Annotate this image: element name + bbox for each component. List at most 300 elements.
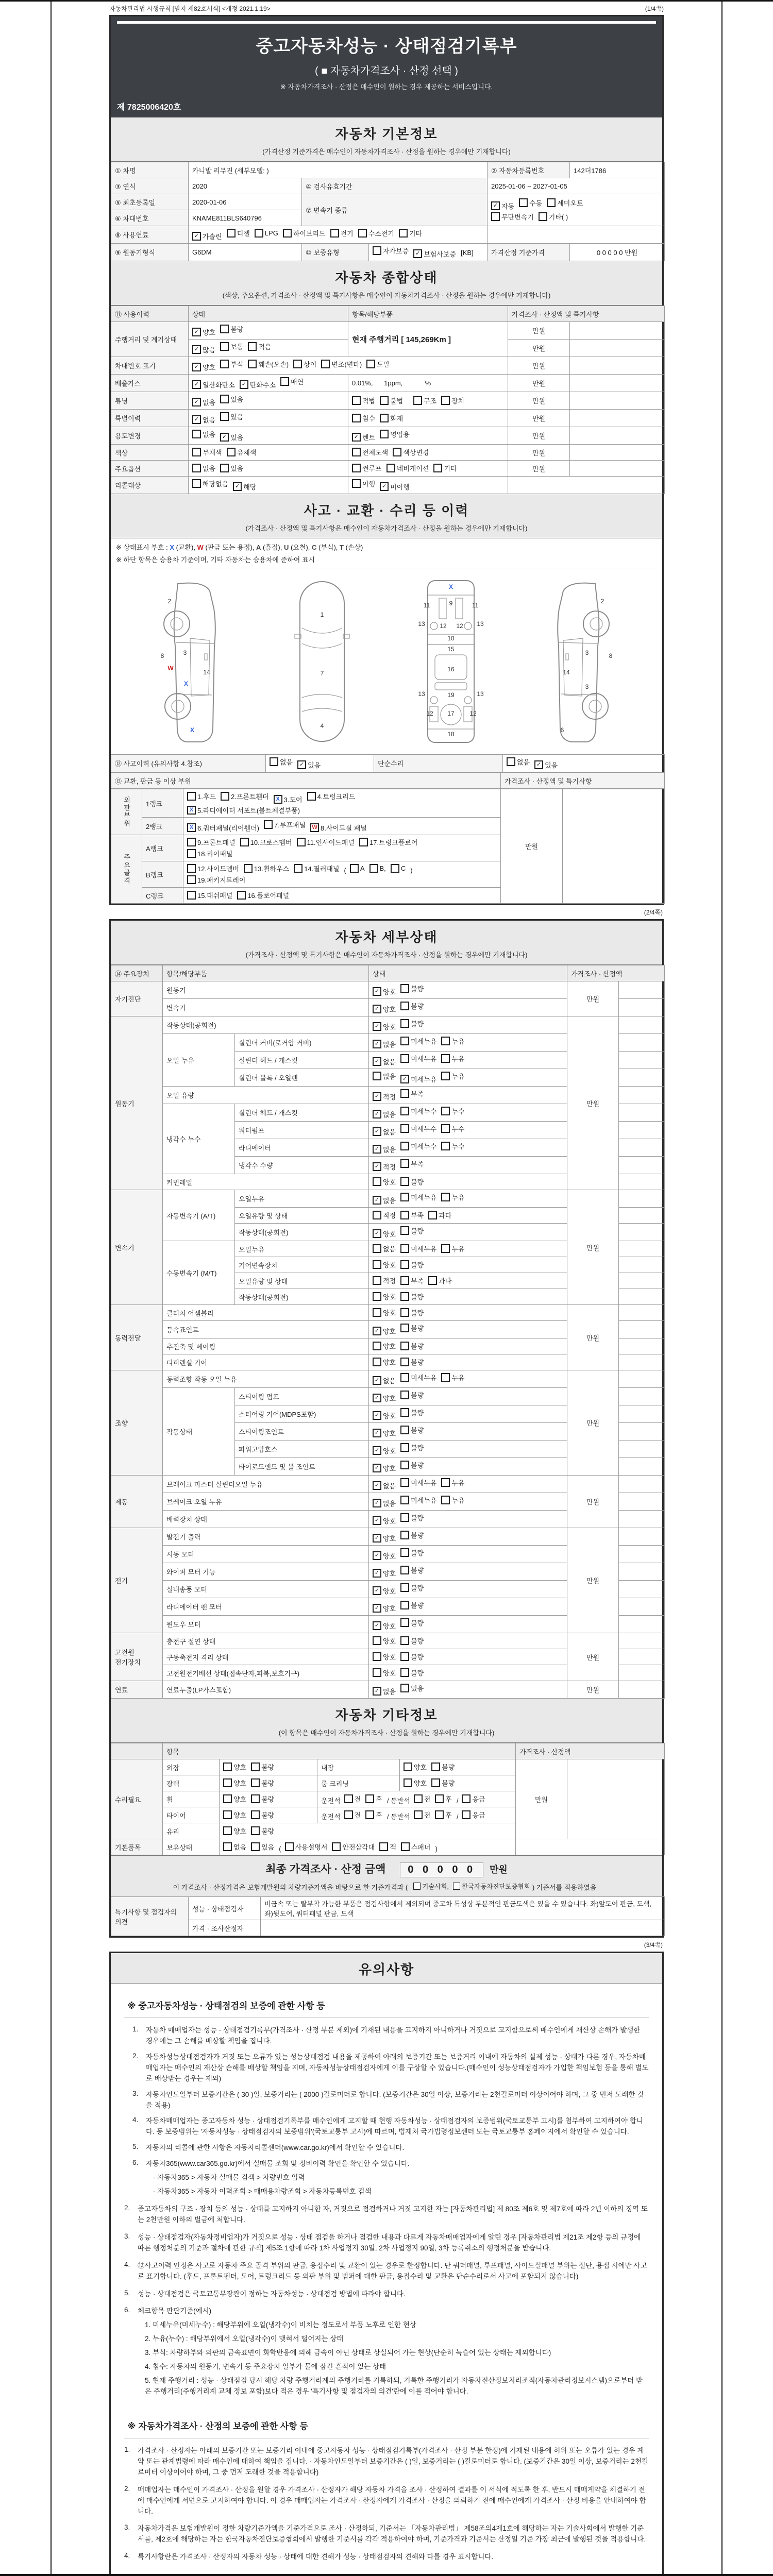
checkbox-양호[interactable] [192, 327, 215, 337]
checkbox-누유[interactable] [441, 1495, 464, 1505]
checkbox-7.루프패널[interactable] [264, 820, 306, 829]
checkbox-장치[interactable] [441, 396, 464, 405]
checkbox-불량[interactable] [400, 1565, 424, 1575]
checkbox-불량[interactable] [400, 1668, 424, 1677]
empty-box-icon[interactable] [400, 1260, 409, 1269]
empty-box-icon[interactable] [192, 448, 201, 456]
empty-box-icon[interactable] [369, 864, 378, 873]
empty-box-icon[interactable] [297, 838, 306, 846]
checkbox-양호[interactable] [373, 1326, 396, 1336]
checkbox-불량[interactable] [400, 1652, 424, 1662]
checkbox-15.대쉬패널[interactable] [187, 890, 232, 900]
empty-box-icon[interactable] [187, 792, 196, 801]
empty-box-icon[interactable] [192, 464, 201, 472]
empty-box-icon[interactable] [221, 792, 229, 801]
checkbox-불량[interactable] [431, 1778, 455, 1788]
checkbox-구조[interactable] [413, 396, 436, 405]
checkbox-양호[interactable] [373, 987, 396, 996]
checkbox-미세누유[interactable] [400, 1495, 436, 1505]
checked-box-icon[interactable]: ✓ [373, 1411, 381, 1420]
checkbox-양호[interactable] [373, 1586, 396, 1596]
checkbox-전[interactable] [344, 1794, 361, 1804]
checkbox-전[interactable] [414, 1810, 431, 1820]
empty-box-icon[interactable] [433, 464, 442, 472]
checkbox-양호[interactable] [373, 1411, 396, 1420]
checked-box-icon[interactable]: ✓ [373, 1092, 381, 1101]
checkbox-영업용[interactable] [380, 429, 410, 439]
empty-box-icon[interactable] [380, 430, 389, 438]
empty-box-icon[interactable] [399, 229, 408, 238]
checkbox-불량[interactable] [400, 1019, 424, 1028]
checkbox-4.트렁크리드[interactable] [307, 791, 356, 801]
checkbox-양호[interactable] [373, 1446, 396, 1455]
empty-box-icon[interactable] [391, 864, 399, 873]
checkbox-없음[interactable] [192, 429, 215, 439]
checkbox-무단변속기[interactable] [491, 212, 534, 222]
empty-box-icon[interactable] [507, 757, 515, 766]
checkbox-미세누유[interactable] [400, 1478, 436, 1487]
empty-box-icon[interactable] [373, 1636, 381, 1645]
checkbox-불량[interactable] [251, 1794, 274, 1804]
empty-box-icon[interactable] [220, 360, 229, 368]
empty-box-icon[interactable] [413, 396, 422, 405]
empty-box-icon[interactable] [187, 891, 196, 900]
empty-box-icon[interactable] [251, 1762, 260, 1771]
empty-box-icon[interactable] [251, 1794, 260, 1803]
checked-box-icon[interactable]: ✓ [373, 1229, 381, 1238]
checkbox-양호[interactable] [373, 1516, 396, 1526]
checkbox-있음[interactable] [534, 760, 558, 770]
checkbox-9.프론트패널[interactable] [187, 837, 236, 847]
checkbox-누수[interactable] [441, 1106, 464, 1116]
checkbox-미세누수[interactable] [400, 1106, 436, 1116]
empty-box-icon[interactable] [400, 1276, 409, 1285]
checked-box-icon[interactable]: ✓ [192, 345, 201, 354]
empty-box-icon[interactable] [441, 1496, 450, 1504]
checkbox-없음[interactable] [192, 415, 215, 425]
checkbox-있음[interactable] [251, 1842, 274, 1852]
checkbox-불량[interactable] [400, 1323, 424, 1333]
empty-box-icon[interactable] [352, 479, 361, 488]
empty-box-icon[interactable] [280, 377, 289, 386]
checkbox-양호[interactable] [373, 1668, 396, 1677]
empty-box-icon[interactable] [441, 396, 450, 405]
checked-box-icon[interactable]: ✓ [373, 1604, 381, 1613]
empty-box-icon[interactable] [321, 360, 330, 368]
checkbox-상이[interactable] [293, 359, 316, 369]
empty-box-icon[interactable] [227, 229, 236, 238]
empty-box-icon[interactable] [428, 1211, 437, 1219]
checkbox-스패너[interactable] [401, 1842, 431, 1852]
empty-box-icon[interactable] [441, 1478, 450, 1487]
checkbox-수동[interactable] [519, 198, 542, 208]
empty-box-icon[interactable] [373, 246, 381, 255]
checkbox-C[interactable] [391, 864, 406, 873]
checkbox-양호[interactable] [373, 1308, 396, 1317]
checkbox-양호[interactable] [373, 1357, 396, 1367]
empty-box-icon[interactable] [400, 1124, 409, 1133]
checkbox-불량[interactable] [251, 1810, 274, 1820]
empty-box-icon[interactable] [431, 1778, 440, 1787]
checkbox-양호[interactable] [373, 1463, 396, 1473]
checkbox-불법[interactable] [380, 396, 403, 405]
checked-box-icon[interactable]: ✓ [220, 433, 229, 442]
checked-box-icon[interactable]: ✓ [373, 1394, 381, 1402]
empty-box-icon[interactable] [332, 1842, 341, 1851]
empty-box-icon[interactable] [373, 1072, 381, 1080]
checkbox-보통[interactable] [220, 342, 243, 351]
checked-box-icon[interactable]: ✓ [192, 398, 201, 406]
empty-box-icon[interactable] [400, 1601, 409, 1609]
checkbox-불량[interactable] [251, 1826, 274, 1836]
empty-box-icon[interactable] [251, 1810, 260, 1819]
empty-box-icon[interactable] [441, 1124, 450, 1133]
checked-box-icon[interactable]: ✓ [373, 1196, 381, 1205]
empty-box-icon[interactable] [248, 360, 257, 368]
checkbox-없음[interactable] [373, 1127, 396, 1137]
empty-box-icon[interactable] [539, 212, 547, 221]
empty-box-icon[interactable] [373, 1342, 381, 1350]
checkbox-없음[interactable] [373, 1109, 396, 1119]
checkbox-B,[interactable] [369, 864, 386, 873]
empty-box-icon[interactable] [491, 212, 500, 221]
checkbox-누유[interactable] [441, 1036, 464, 1046]
checkbox-침수[interactable] [352, 413, 375, 423]
empty-box-icon[interactable] [400, 1513, 409, 1522]
checkbox-양호[interactable] [373, 1428, 396, 1438]
checkbox-양호[interactable] [373, 1004, 396, 1014]
checked-box-icon[interactable]: ✓ [373, 1127, 381, 1136]
checkbox-전체도색[interactable] [352, 447, 388, 457]
checkbox-하이브리드[interactable] [283, 228, 326, 238]
checked-box-icon[interactable]: ✓ [373, 1481, 381, 1490]
checkbox-미세누유[interactable] [400, 1372, 436, 1382]
checkbox-A[interactable] [350, 864, 365, 873]
checkbox-LPG[interactable] [255, 229, 278, 238]
checkbox-해당없음[interactable] [192, 479, 228, 488]
empty-box-icon[interactable] [352, 448, 361, 456]
checkbox-불량[interactable] [251, 1778, 274, 1788]
checkbox-전[interactable] [344, 1810, 361, 1820]
checked-box-icon[interactable]: ✓ [192, 328, 201, 336]
empty-box-icon[interactable] [441, 1072, 450, 1080]
checked-box-icon[interactable]: ✓ [373, 1040, 381, 1048]
empty-box-icon[interactable] [248, 342, 257, 351]
empty-box-icon[interactable] [547, 198, 556, 207]
empty-box-icon[interactable] [400, 1342, 409, 1350]
empty-box-icon[interactable] [251, 1778, 260, 1787]
checkbox-양호[interactable] [373, 1393, 396, 1403]
empty-box-icon[interactable] [400, 1002, 409, 1010]
checked-box-icon[interactable]: ✓ [373, 1376, 381, 1385]
checkbox-있음[interactable] [220, 394, 243, 404]
checkbox-양호[interactable] [373, 1292, 396, 1301]
empty-box-icon[interactable] [307, 792, 316, 801]
checkbox-렌트[interactable] [352, 432, 375, 442]
checkbox-3.도어[interactable] [274, 794, 303, 804]
empty-box-icon[interactable] [251, 1842, 260, 1851]
checkbox-썬루프[interactable] [352, 463, 382, 473]
checkbox-불량[interactable] [400, 1390, 424, 1400]
empty-box-icon[interactable] [400, 1177, 409, 1186]
checked-box-icon[interactable]: ✓ [373, 1145, 381, 1154]
empty-box-icon[interactable] [400, 1211, 409, 1219]
checkbox-양호[interactable] [373, 1603, 396, 1613]
checked-box-icon[interactable]: ✓ [192, 232, 201, 241]
empty-box-icon[interactable] [379, 1842, 388, 1851]
empty-box-icon[interactable] [285, 1842, 294, 1851]
checkbox-유채색[interactable] [227, 447, 257, 457]
empty-box-icon[interactable] [400, 1496, 409, 1504]
checkbox-매연[interactable] [280, 377, 304, 386]
checkbox-19.패키지트레이[interactable] [187, 875, 245, 885]
checkbox-수소전기[interactable] [358, 228, 394, 238]
checkbox-색상변경[interactable] [393, 447, 429, 457]
empty-box-icon[interactable] [373, 1668, 381, 1677]
checkbox-없음[interactable] [373, 1144, 396, 1154]
checkbox-불량[interactable] [400, 1513, 424, 1522]
checkbox-양호[interactable] [404, 1762, 427, 1772]
checkbox-11.인사이드패널[interactable] [297, 837, 355, 847]
empty-box-icon[interactable] [414, 1810, 423, 1819]
checkbox-안전삼각대[interactable] [332, 1842, 375, 1852]
empty-box-icon[interactable] [400, 1019, 409, 1028]
checkbox-미세누유[interactable] [400, 1192, 436, 1202]
checkbox-누수[interactable] [441, 1141, 464, 1151]
empty-box-icon[interactable] [400, 1373, 409, 1382]
empty-box-icon[interactable] [352, 414, 361, 422]
empty-box-icon[interactable] [414, 1794, 423, 1803]
empty-box-icon[interactable] [441, 1193, 450, 1201]
checkbox-없음[interactable] [373, 1244, 396, 1253]
checkbox-불량[interactable] [400, 1357, 424, 1367]
empty-box-icon[interactable] [251, 1826, 260, 1835]
checkbox-보험사보증[interactable] [413, 249, 456, 259]
checkbox-탄화수소[interactable] [240, 380, 276, 389]
checked-box-icon[interactable]: ✓ [233, 482, 242, 491]
checkbox-양호[interactable] [223, 1778, 246, 1788]
checkbox-불량[interactable] [431, 1762, 455, 1772]
checked-box-icon[interactable]: ✓ [413, 249, 422, 258]
checkbox-과다[interactable] [428, 1276, 451, 1285]
empty-box-icon[interactable] [192, 430, 201, 438]
checkbox-후[interactable] [365, 1794, 382, 1804]
checked-box-icon[interactable]: ✓ [373, 987, 381, 996]
empty-box-icon[interactable] [344, 1810, 353, 1819]
checkbox-18.리어패널[interactable] [187, 849, 232, 858]
empty-box-icon[interactable] [237, 891, 246, 900]
checkbox-해당[interactable] [233, 482, 256, 492]
checkbox-불량[interactable] [400, 1443, 424, 1452]
empty-box-icon[interactable] [255, 229, 263, 238]
checked-box-icon[interactable]: ✓ [192, 380, 201, 389]
checkbox-적정[interactable] [373, 1210, 396, 1220]
checkbox-없음[interactable] [373, 1498, 396, 1508]
empty-box-icon[interactable] [330, 229, 339, 238]
checkbox-누유[interactable] [441, 1478, 464, 1487]
empty-box-icon[interactable] [187, 838, 196, 846]
checkbox-전기[interactable] [330, 228, 354, 238]
checkbox-기술사회,[interactable] [413, 1882, 449, 1891]
empty-box-icon[interactable] [404, 1762, 412, 1771]
checkbox-불량[interactable] [400, 1530, 424, 1540]
empty-box-icon[interactable] [373, 1177, 381, 1186]
empty-box-icon[interactable] [227, 448, 236, 456]
empty-box-icon[interactable] [400, 1159, 409, 1168]
checkbox-없음[interactable] [373, 1039, 396, 1049]
x-mark-icon[interactable]: X [274, 795, 282, 804]
checkbox-14.필러패널[interactable] [294, 863, 339, 873]
checkbox-없음[interactable] [192, 397, 215, 407]
empty-box-icon[interactable] [400, 1308, 409, 1317]
empty-box-icon[interactable] [441, 1373, 450, 1382]
empty-box-icon[interactable] [223, 1842, 232, 1851]
empty-box-icon[interactable] [352, 396, 361, 405]
empty-box-icon[interactable] [400, 1443, 409, 1452]
checkbox-기타[interactable] [433, 463, 457, 473]
checkbox-불량[interactable] [400, 1308, 424, 1317]
checkbox-후[interactable] [365, 1810, 382, 1820]
empty-box-icon[interactable] [220, 342, 229, 351]
empty-box-icon[interactable] [350, 864, 359, 873]
checkbox-미세누유[interactable] [400, 1074, 436, 1084]
empty-box-icon[interactable] [435, 1794, 444, 1803]
checkbox-부족[interactable] [400, 1159, 424, 1168]
checkbox-응급[interactable] [462, 1794, 485, 1804]
empty-box-icon[interactable] [400, 1461, 409, 1469]
empty-box-icon[interactable] [400, 1566, 409, 1574]
empty-box-icon[interactable] [400, 1037, 409, 1045]
empty-box-icon[interactable] [441, 1037, 450, 1045]
checkbox-양호[interactable] [373, 1636, 396, 1646]
checkbox-세미오토[interactable] [547, 198, 583, 208]
checkbox-불량[interactable] [400, 1260, 424, 1269]
checkbox-12.사이드멤버[interactable] [187, 863, 239, 873]
checked-box-icon[interactable]: ✓ [373, 1534, 381, 1543]
empty-box-icon[interactable] [400, 1426, 409, 1434]
empty-box-icon[interactable] [223, 1778, 232, 1787]
checkbox-양호[interactable] [373, 1551, 396, 1561]
empty-box-icon[interactable] [223, 1810, 232, 1819]
checkbox-기타( )[interactable] [539, 212, 568, 222]
empty-box-icon[interactable] [401, 1842, 410, 1851]
empty-box-icon[interactable] [380, 414, 389, 422]
checked-box-icon[interactable]: ✓ [373, 1687, 381, 1696]
checkbox-없음[interactable] [373, 1481, 396, 1490]
checked-box-icon[interactable]: ✓ [534, 760, 543, 769]
checkbox-양호[interactable] [223, 1762, 246, 1772]
checkbox-불량[interactable] [220, 324, 243, 334]
empty-box-icon[interactable] [240, 838, 249, 846]
empty-box-icon[interactable] [441, 1244, 450, 1253]
checked-box-icon[interactable]: ✓ [373, 1110, 381, 1118]
empty-box-icon[interactable] [270, 757, 278, 766]
empty-box-icon[interactable] [373, 1211, 381, 1219]
empty-box-icon[interactable] [400, 1548, 409, 1557]
checkbox-누유[interactable] [441, 1244, 464, 1253]
checked-box-icon[interactable]: ✓ [380, 482, 389, 491]
empty-box-icon[interactable] [431, 1762, 440, 1771]
checked-box-icon[interactable]: ✓ [373, 1005, 381, 1013]
checkbox-자동[interactable] [491, 201, 514, 211]
empty-box-icon[interactable] [344, 1794, 353, 1803]
checkbox-불량[interactable] [400, 1636, 424, 1646]
checked-box-icon[interactable]: ✓ [373, 1022, 381, 1031]
checked-box-icon[interactable]: ✓ [373, 1621, 381, 1630]
empty-box-icon[interactable] [441, 1142, 450, 1150]
checkbox-누유[interactable] [441, 1192, 464, 1202]
checkbox-불량[interactable] [400, 1177, 424, 1187]
checkbox-미이행[interactable] [380, 482, 410, 492]
empty-box-icon[interactable] [400, 1684, 409, 1692]
checkbox-가솔린[interactable] [192, 231, 222, 241]
empty-box-icon[interactable] [283, 229, 292, 238]
checkbox-양호[interactable] [373, 1229, 396, 1239]
checkbox-있음[interactable] [220, 463, 243, 473]
empty-box-icon[interactable] [404, 1778, 412, 1787]
checkbox-불량[interactable] [400, 1618, 424, 1628]
checkbox-불량[interactable] [400, 984, 424, 993]
checkbox-적정[interactable] [373, 1162, 396, 1172]
checkbox-적음[interactable] [248, 342, 271, 351]
checkbox-부식[interactable] [220, 359, 243, 369]
checkbox-없음[interactable] [507, 757, 530, 767]
checkbox-양호[interactable] [373, 1568, 396, 1578]
empty-box-icon[interactable] [400, 1107, 409, 1115]
checkbox-도말[interactable] [366, 359, 390, 369]
checkbox-양호[interactable] [223, 1826, 246, 1836]
empty-box-icon[interactable] [359, 838, 368, 846]
empty-box-icon[interactable] [413, 1883, 421, 1890]
checkbox-13.휠하우스[interactable] [244, 863, 289, 873]
empty-box-icon[interactable] [264, 820, 273, 829]
checked-box-icon[interactable]: ✓ [373, 1429, 381, 1437]
checkbox-있음[interactable] [297, 760, 321, 770]
checkbox-불량[interactable] [400, 1408, 424, 1417]
checkbox-있음[interactable] [400, 1683, 424, 1693]
checkbox-적법[interactable] [352, 396, 375, 405]
checkbox-없음[interactable] [373, 1686, 396, 1696]
checkbox-10.크로스멤버[interactable] [240, 837, 292, 847]
checked-box-icon[interactable]: ✓ [240, 380, 248, 389]
checked-box-icon[interactable]: ✓ [373, 1516, 381, 1525]
checkbox-양호[interactable] [192, 362, 215, 372]
empty-box-icon[interactable] [373, 1308, 381, 1317]
checkbox-있음[interactable] [220, 412, 243, 421]
empty-box-icon[interactable] [400, 1636, 409, 1645]
checkbox-불량[interactable] [400, 1600, 424, 1610]
checkbox-기타[interactable] [399, 228, 422, 238]
checked-box-icon[interactable]: ✓ [373, 1327, 381, 1335]
empty-box-icon[interactable] [400, 1652, 409, 1661]
checkbox-미세누유[interactable] [400, 1036, 436, 1046]
empty-box-icon[interactable] [400, 1193, 409, 1201]
empty-box-icon[interactable] [373, 1358, 381, 1366]
checkbox-없음[interactable] [270, 757, 293, 767]
checkbox-양호[interactable] [373, 1022, 396, 1031]
checked-box-icon[interactable]: ✓ [373, 1464, 381, 1472]
checkbox-전[interactable] [414, 1794, 431, 1804]
empty-box-icon[interactable] [373, 1652, 381, 1661]
checkbox-없음[interactable] [192, 463, 215, 473]
empty-box-icon[interactable] [400, 1292, 409, 1301]
empty-box-icon[interactable] [244, 864, 253, 873]
empty-box-icon[interactable] [386, 464, 395, 472]
checkbox-불량[interactable] [400, 1001, 424, 1011]
checkbox-불량[interactable] [400, 1341, 424, 1351]
empty-box-icon[interactable] [428, 1276, 437, 1285]
checkbox-누유[interactable] [441, 1071, 464, 1081]
